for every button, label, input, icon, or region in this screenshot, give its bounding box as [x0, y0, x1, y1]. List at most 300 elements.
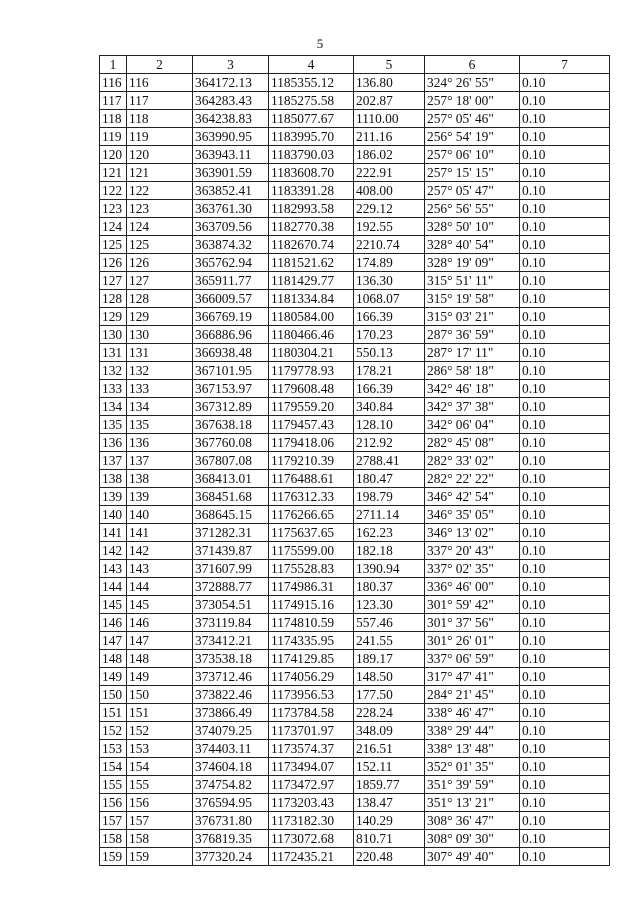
table-cell: 143	[127, 560, 193, 578]
table-cell: 0.10	[520, 776, 610, 794]
table-cell: 301° 26' 01"	[425, 632, 520, 650]
table-cell: 550.13	[354, 344, 425, 362]
table-cell: 1176488.61	[269, 470, 354, 488]
table-cell: 0.10	[520, 794, 610, 812]
table-cell: 158	[100, 830, 127, 848]
table-cell: 123	[127, 200, 193, 218]
table-cell: 1173182.30	[269, 812, 354, 830]
table-cell: 1175528.83	[269, 560, 354, 578]
table-row	[100, 632, 610, 650]
table-cell: 119	[100, 128, 127, 146]
table-cell: 121	[127, 164, 193, 182]
table-cell: 377320.24	[193, 848, 269, 866]
table-cell: 121	[100, 164, 127, 182]
table-cell: 141	[127, 524, 193, 542]
table-cell: 1185077.67	[269, 110, 354, 128]
table-cell: 338° 13' 48"	[425, 740, 520, 758]
table-cell: 373412.21	[193, 632, 269, 650]
table-cell: 142	[127, 542, 193, 560]
table-cell: 1179457.43	[269, 416, 354, 434]
table-cell: 141	[100, 524, 127, 542]
table-cell: 256° 54' 19"	[425, 128, 520, 146]
table-cell: 368645.15	[193, 506, 269, 524]
table-cell: 367101.95	[193, 362, 269, 380]
table-cell: 1173784.58	[269, 704, 354, 722]
column-header: 7	[520, 56, 610, 74]
table-cell: 0.10	[520, 182, 610, 200]
table-cell: 153	[100, 740, 127, 758]
table-cell: 0.10	[520, 722, 610, 740]
table-cell: 315° 19' 58"	[425, 290, 520, 308]
table-cell: 0.10	[520, 812, 610, 830]
table-cell: 116	[100, 74, 127, 92]
table-cell: 0.10	[520, 686, 610, 704]
table-cell: 120	[100, 146, 127, 164]
table-cell: 0.10	[520, 110, 610, 128]
table-cell: 142	[100, 542, 127, 560]
table-cell: 1173956.53	[269, 686, 354, 704]
table-cell: 140.29	[354, 812, 425, 830]
table-cell: 149	[127, 668, 193, 686]
table-cell: 282° 33' 02"	[425, 452, 520, 470]
table-cell: 346° 42' 54"	[425, 488, 520, 506]
table-row	[100, 74, 610, 92]
table-cell: 1185275.58	[269, 92, 354, 110]
table-cell: 0.10	[520, 74, 610, 92]
table-cell: 143	[100, 560, 127, 578]
table-cell: 162.23	[354, 524, 425, 542]
table-cell: 301° 59' 42"	[425, 596, 520, 614]
table-cell: 211.16	[354, 128, 425, 146]
table-cell: 363709.56	[193, 218, 269, 236]
table-cell: 139	[100, 488, 127, 506]
table-cell: 130	[100, 326, 127, 344]
table-cell: 1180466.46	[269, 326, 354, 344]
table-cell: 0.10	[520, 470, 610, 488]
table-cell: 0.10	[520, 344, 610, 362]
table-cell: 118	[127, 110, 193, 128]
table-cell: 2210.74	[354, 236, 425, 254]
table-cell: 317° 47' 41"	[425, 668, 520, 686]
table-cell: 373119.84	[193, 614, 269, 632]
table-cell: 135	[100, 416, 127, 434]
table-cell: 0.10	[520, 524, 610, 542]
table-cell: 136.80	[354, 74, 425, 92]
table-cell: 257° 06' 10"	[425, 146, 520, 164]
column-header: 3	[193, 56, 269, 74]
table-cell: 0.10	[520, 236, 610, 254]
table-cell: 257° 05' 47"	[425, 182, 520, 200]
table-cell: 151	[100, 704, 127, 722]
table-cell: 128	[100, 290, 127, 308]
table-cell: 1110.00	[354, 110, 425, 128]
table-cell: 363852.41	[193, 182, 269, 200]
table-cell: 118	[100, 110, 127, 128]
table-cell: 282° 22' 22"	[425, 470, 520, 488]
table-cell: 810.71	[354, 830, 425, 848]
table-cell: 1180584.00	[269, 308, 354, 326]
table-cell: 186.02	[354, 146, 425, 164]
table-cell: 301° 37' 56"	[425, 614, 520, 632]
table-cell: 1173494.07	[269, 758, 354, 776]
table-row	[100, 398, 610, 416]
table-cell: 0.10	[520, 542, 610, 560]
table-row	[100, 614, 610, 632]
table-row	[100, 812, 610, 830]
table-row	[100, 128, 610, 146]
table-cell: 340.84	[354, 398, 425, 416]
table-cell: 0.10	[520, 146, 610, 164]
table-cell: 228.24	[354, 704, 425, 722]
table-cell: 2711.14	[354, 506, 425, 524]
table-cell: 337° 20' 43"	[425, 542, 520, 560]
table-cell: 147	[100, 632, 127, 650]
table-cell: 363761.30	[193, 200, 269, 218]
table-cell: 119	[127, 128, 193, 146]
table-cell: 0.10	[520, 452, 610, 470]
table-cell: 116	[127, 74, 193, 92]
table-cell: 367312.89	[193, 398, 269, 416]
table-row	[100, 650, 610, 668]
table-cell: 0.10	[520, 596, 610, 614]
table-cell: 158	[127, 830, 193, 848]
table-cell: 374604.18	[193, 758, 269, 776]
table-cell: 351° 13' 21"	[425, 794, 520, 812]
table-row	[100, 470, 610, 488]
table-cell: 1183995.70	[269, 128, 354, 146]
table-row	[100, 830, 610, 848]
table-cell: 363943.11	[193, 146, 269, 164]
table-cell: 373822.46	[193, 686, 269, 704]
table-row	[100, 272, 610, 290]
table-row	[100, 344, 610, 362]
table-cell: 1182670.74	[269, 236, 354, 254]
table-body	[100, 74, 610, 866]
table-cell: 324° 26' 55"	[425, 74, 520, 92]
table-row	[100, 506, 610, 524]
table-cell: 137	[100, 452, 127, 470]
table-cell: 346° 13' 02"	[425, 524, 520, 542]
table-cell: 1183608.70	[269, 164, 354, 182]
table-cell: 368451.68	[193, 488, 269, 506]
table-cell: 1176266.65	[269, 506, 354, 524]
table-row	[100, 488, 610, 506]
table-cell: 125	[127, 236, 193, 254]
table-cell: 0.10	[520, 272, 610, 290]
table-cell: 174.89	[354, 254, 425, 272]
table-cell: 1179418.06	[269, 434, 354, 452]
table-cell: 212.92	[354, 434, 425, 452]
table-cell: 408.00	[354, 182, 425, 200]
table-cell: 128	[127, 290, 193, 308]
table-row	[100, 416, 610, 434]
table-row	[100, 236, 610, 254]
table-cell: 1179608.48	[269, 380, 354, 398]
column-header: 1	[100, 56, 127, 74]
table-cell: 371282.31	[193, 524, 269, 542]
table-cell: 0.10	[520, 560, 610, 578]
column-header: 4	[269, 56, 354, 74]
table-cell: 374079.25	[193, 722, 269, 740]
table-cell: 367760.08	[193, 434, 269, 452]
table-cell: 170.23	[354, 326, 425, 344]
table-cell: 1174810.59	[269, 614, 354, 632]
table-cell: 138.47	[354, 794, 425, 812]
table-cell: 137	[127, 452, 193, 470]
table-cell: 0.10	[520, 128, 610, 146]
table-row	[100, 218, 610, 236]
table-cell: 2788.41	[354, 452, 425, 470]
table-cell: 1859.77	[354, 776, 425, 794]
table-cell: 315° 51' 11"	[425, 272, 520, 290]
table-cell: 126	[127, 254, 193, 272]
table-cell: 373054.51	[193, 596, 269, 614]
table-row	[100, 452, 610, 470]
table-cell: 146	[127, 614, 193, 632]
table-cell: 342° 06' 04"	[425, 416, 520, 434]
table-row	[100, 758, 610, 776]
table-cell: 131	[100, 344, 127, 362]
table-cell: 352° 01' 35"	[425, 758, 520, 776]
table-cell: 0.10	[520, 434, 610, 452]
table-row	[100, 578, 610, 596]
table-cell: 376819.35	[193, 830, 269, 848]
table-cell: 371607.99	[193, 560, 269, 578]
table-cell: 0.10	[520, 290, 610, 308]
table-cell: 1068.07	[354, 290, 425, 308]
table-cell: 257° 18' 00"	[425, 92, 520, 110]
table-cell: 363990.95	[193, 128, 269, 146]
table-cell: 133	[127, 380, 193, 398]
table-cell: 328° 40' 54"	[425, 236, 520, 254]
table-cell: 0.10	[520, 218, 610, 236]
table-cell: 1182770.38	[269, 218, 354, 236]
table-cell: 367807.08	[193, 452, 269, 470]
header-row	[100, 56, 610, 74]
table-cell: 222.91	[354, 164, 425, 182]
table-cell: 198.79	[354, 488, 425, 506]
table-cell: 155	[100, 776, 127, 794]
table-cell: 0.10	[520, 380, 610, 398]
table-cell: 1173072.68	[269, 830, 354, 848]
table-cell: 123.30	[354, 596, 425, 614]
table-cell: 140	[127, 506, 193, 524]
table-cell: 308° 09' 30"	[425, 830, 520, 848]
table-cell: 0.10	[520, 650, 610, 668]
table-cell: 154	[100, 758, 127, 776]
table-row	[100, 524, 610, 542]
table-cell: 124	[127, 218, 193, 236]
table-cell: 338° 46' 47"	[425, 704, 520, 722]
table-cell: 372888.77	[193, 578, 269, 596]
table-cell: 287° 36' 59"	[425, 326, 520, 344]
table-cell: 150	[100, 686, 127, 704]
table-cell: 364283.43	[193, 92, 269, 110]
table-cell: 128.10	[354, 416, 425, 434]
table-cell: 1173701.97	[269, 722, 354, 740]
table-cell: 1181429.77	[269, 272, 354, 290]
table-cell: 308° 36' 47"	[425, 812, 520, 830]
table-cell: 120	[127, 146, 193, 164]
table-cell: 1183391.28	[269, 182, 354, 200]
table-cell: 337° 02' 35"	[425, 560, 520, 578]
column-header: 5	[354, 56, 425, 74]
table-cell: 153	[127, 740, 193, 758]
table-cell: 256° 56' 55"	[425, 200, 520, 218]
table-cell: 0.10	[520, 578, 610, 596]
table-cell: 0.10	[520, 740, 610, 758]
table-row	[100, 794, 610, 812]
table-cell: 366009.57	[193, 290, 269, 308]
table-cell: 1174915.16	[269, 596, 354, 614]
table-cell: 131	[127, 344, 193, 362]
table-cell: 0.10	[520, 254, 610, 272]
table-cell: 127	[100, 272, 127, 290]
table-cell: 365762.94	[193, 254, 269, 272]
table-cell: 1174335.95	[269, 632, 354, 650]
table-cell: 315° 03' 21"	[425, 308, 520, 326]
table-cell: 133	[100, 380, 127, 398]
table-cell: 180.37	[354, 578, 425, 596]
table-cell: 202.87	[354, 92, 425, 110]
table-cell: 156	[100, 794, 127, 812]
table-cell: 338° 29' 44"	[425, 722, 520, 740]
table-cell: 1174056.29	[269, 668, 354, 686]
table-cell: 371439.87	[193, 542, 269, 560]
table-row	[100, 686, 610, 704]
table-cell: 376731.80	[193, 812, 269, 830]
table-cell: 132	[100, 362, 127, 380]
table-cell: 136	[127, 434, 193, 452]
table-cell: 366938.48	[193, 344, 269, 362]
table-cell: 0.10	[520, 632, 610, 650]
table-row	[100, 596, 610, 614]
table-cell: 124	[100, 218, 127, 236]
table-cell: 1182993.58	[269, 200, 354, 218]
table-cell: 178.21	[354, 362, 425, 380]
table-cell: 122	[100, 182, 127, 200]
table-cell: 1181334.84	[269, 290, 354, 308]
table-cell: 342° 46' 18"	[425, 380, 520, 398]
table-cell: 1173574.37	[269, 740, 354, 758]
table-cell: 373538.18	[193, 650, 269, 668]
table-cell: 117	[127, 92, 193, 110]
table-cell: 136.30	[354, 272, 425, 290]
table-cell: 366769.19	[193, 308, 269, 326]
table-cell: 287° 17' 11"	[425, 344, 520, 362]
table-cell: 351° 39' 59"	[425, 776, 520, 794]
table-cell: 366886.96	[193, 326, 269, 344]
table-cell: 180.47	[354, 470, 425, 488]
table-row	[100, 740, 610, 758]
table-cell: 337° 06' 59"	[425, 650, 520, 668]
table-cell: 134	[100, 398, 127, 416]
page-number: 5	[316, 36, 324, 51]
table-cell: 166.39	[354, 380, 425, 398]
table-cell: 139	[127, 488, 193, 506]
table-row	[100, 722, 610, 740]
table-cell: 144	[100, 578, 127, 596]
table-cell: 125	[100, 236, 127, 254]
table-cell: 1173472.97	[269, 776, 354, 794]
table-cell: 1390.94	[354, 560, 425, 578]
table-cell: 229.12	[354, 200, 425, 218]
table-row	[100, 308, 610, 326]
table-cell: 1183790.03	[269, 146, 354, 164]
table-cell: 282° 45' 08"	[425, 434, 520, 452]
table-cell: 122	[127, 182, 193, 200]
table-row	[100, 200, 610, 218]
table-cell: 346° 35' 05"	[425, 506, 520, 524]
table-cell: 134	[127, 398, 193, 416]
table-cell: 147	[127, 632, 193, 650]
table-cell: 216.51	[354, 740, 425, 758]
table-cell: 135	[127, 416, 193, 434]
table-cell: 376594.95	[193, 794, 269, 812]
table-cell: 1173203.43	[269, 794, 354, 812]
table-cell: 150	[127, 686, 193, 704]
table-cell: 1179210.39	[269, 452, 354, 470]
table-cell: 307° 49' 40"	[425, 848, 520, 866]
table-row	[100, 776, 610, 794]
table-cell: 1174129.85	[269, 650, 354, 668]
table-cell: 138	[127, 470, 193, 488]
table-cell: 1175637.65	[269, 524, 354, 542]
table-cell: 364172.13	[193, 74, 269, 92]
table-cell: 0.10	[520, 308, 610, 326]
table-cell: 0.10	[520, 848, 610, 866]
table-cell: 0.10	[520, 668, 610, 686]
table-row	[100, 704, 610, 722]
table-cell: 152	[100, 722, 127, 740]
table-row	[100, 380, 610, 398]
table-cell: 144	[127, 578, 193, 596]
table-cell: 557.46	[354, 614, 425, 632]
table-cell: 157	[127, 812, 193, 830]
table-cell: 152	[127, 722, 193, 740]
table-row	[100, 362, 610, 380]
table-cell: 257° 15' 15"	[425, 164, 520, 182]
table-row	[100, 92, 610, 110]
table-cell: 328° 19' 09"	[425, 254, 520, 272]
table-cell: 148.50	[354, 668, 425, 686]
table-cell: 0.10	[520, 164, 610, 182]
table-cell: 286° 58' 18"	[425, 362, 520, 380]
table-cell: 284° 21' 45"	[425, 686, 520, 704]
table-cell: 1179559.20	[269, 398, 354, 416]
table-cell: 159	[100, 848, 127, 866]
table-cell: 132	[127, 362, 193, 380]
table-cell: 364238.83	[193, 110, 269, 128]
table-cell: 156	[127, 794, 193, 812]
table-cell: 166.39	[354, 308, 425, 326]
table-cell: 0.10	[520, 614, 610, 632]
table-row	[100, 542, 610, 560]
table-cell: 0.10	[520, 416, 610, 434]
table-cell: 367638.18	[193, 416, 269, 434]
table-row	[100, 290, 610, 308]
column-header: 6	[425, 56, 520, 74]
table-row	[100, 326, 610, 344]
table-cell: 328° 50' 10"	[425, 218, 520, 236]
table-cell: 241.55	[354, 632, 425, 650]
table-cell: 0.10	[520, 488, 610, 506]
table-cell: 140	[100, 506, 127, 524]
table-cell: 1172435.21	[269, 848, 354, 866]
table-cell: 0.10	[520, 326, 610, 344]
table-cell: 1179778.93	[269, 362, 354, 380]
table-cell: 1174986.31	[269, 578, 354, 596]
